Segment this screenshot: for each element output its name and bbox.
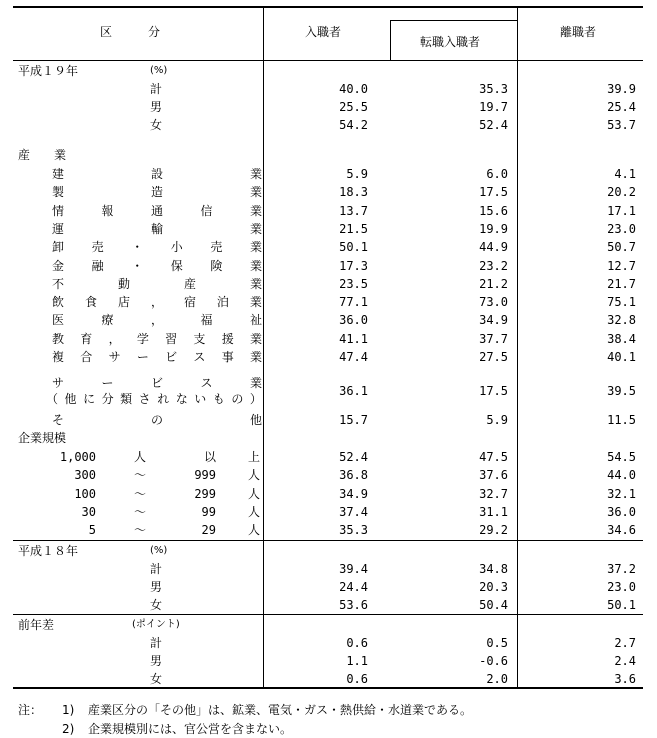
header-job-changers: 転職入職者 (420, 35, 481, 49)
value-entrants: 36.8 (339, 468, 368, 483)
value-entrants: 21.5 (339, 221, 368, 236)
value-job-changers: 32.7 (479, 486, 508, 501)
size-sep: ～ (134, 504, 147, 519)
value-leavers: 50.1 (607, 598, 636, 612)
row-label-line2: （ 他 に 分 類 さ れ な い も の ） (46, 392, 262, 406)
value-entrants: 5.9 (346, 167, 368, 181)
row-label: 運 輸 業 (52, 221, 262, 236)
value-leavers: 23.0 (607, 580, 636, 594)
value-job-changers: 0.5 (486, 636, 508, 650)
value-job-changers: 47.5 (479, 450, 508, 464)
row-label: 男 (150, 654, 163, 668)
value-entrants: 36.0 (339, 313, 368, 328)
value-job-changers: 15.6 (479, 203, 508, 218)
size-to: 299 (194, 486, 216, 501)
value-job-changers: 44.9 (479, 240, 508, 255)
value-job-changers: 17.5 (479, 185, 508, 200)
table-top-border (13, 6, 643, 8)
value-entrants: 34.9 (339, 486, 368, 501)
size-sep: ～ (134, 468, 147, 483)
value-entrants: 24.4 (339, 580, 368, 594)
value-leavers: 11.5 (607, 413, 636, 427)
value-entrants: 40.0 (339, 82, 368, 96)
value-job-changers: 37.6 (479, 468, 508, 483)
value-entrants: 36.1 (339, 384, 368, 398)
row-label: 計 (150, 636, 163, 650)
divider-h18 (13, 540, 643, 541)
value-leavers: 50.7 (607, 240, 636, 255)
row-label: 男 (150, 580, 163, 594)
value-job-changers: 19.7 (479, 100, 508, 114)
size-to: 999 (194, 468, 216, 483)
unit-h19: (%) (150, 65, 168, 76)
header-sub-top (390, 20, 518, 21)
value-job-changers: 31.1 (479, 504, 508, 519)
note-2-number: 2) (62, 722, 75, 736)
value-job-changers: 35.3 (479, 82, 508, 96)
value-entrants: 53.6 (339, 598, 368, 612)
value-entrants: 23.5 (339, 276, 368, 291)
row-label: 男 (150, 100, 163, 114)
divider-diff (13, 614, 643, 615)
value-entrants: 50.1 (339, 240, 368, 255)
value-leavers: 40.1 (607, 350, 636, 364)
value-leavers: 2.4 (614, 654, 636, 668)
size-sep: 人 (134, 450, 147, 464)
body-divider-1 (263, 60, 264, 687)
value-entrants: 25.5 (339, 100, 368, 114)
value-entrants: 13.7 (339, 203, 368, 218)
row-label: 金 融 ・ 保 険 業 (52, 258, 262, 273)
size-from: 300 (74, 468, 96, 483)
value-leavers: 32.1 (607, 486, 636, 501)
value-job-changers: 5.9 (486, 413, 508, 427)
note-1-text: 産業区分の「その他」は、鉱業、電気・ガス・熱供給・水道業である。 (88, 703, 473, 717)
value-leavers: 36.0 (607, 504, 636, 519)
value-job-changers: 52.4 (479, 118, 508, 132)
note-1-number: 1) (62, 703, 75, 717)
row-label: 計 (150, 82, 163, 96)
section-title-h18: 平成１８年 (18, 544, 79, 558)
unit-h18: (%) (150, 545, 168, 556)
value-entrants: 18.3 (339, 185, 368, 200)
row-label: 複 合 サ ー ビ ス 事 業 (52, 350, 262, 364)
size-from: 1,000 (59, 450, 96, 464)
value-leavers: 21.7 (607, 276, 636, 291)
row-label: 飲 食 店 ， 宿 泊 業 (52, 295, 262, 310)
value-entrants: 37.4 (339, 504, 368, 519)
section-title-h19: 平成１９年 (18, 64, 79, 78)
value-leavers: 23.0 (607, 221, 636, 236)
section-title-industry: 産 業 (18, 148, 67, 162)
size-sep: ～ (134, 523, 147, 538)
size-from: 5 (88, 523, 96, 538)
value-job-changers: 27.5 (479, 350, 508, 364)
header-leavers: 離職者 (560, 25, 597, 39)
value-entrants: 0.6 (346, 636, 368, 650)
size-from: 100 (74, 486, 96, 501)
value-leavers: 25.4 (607, 100, 636, 114)
header-bottom-border (13, 60, 643, 61)
value-leavers: 3.6 (614, 672, 636, 686)
size-unit: 人 (248, 468, 261, 483)
value-leavers: 32.8 (607, 313, 636, 328)
header-entrants: 入職者 (305, 25, 342, 39)
value-job-changers: 19.9 (479, 221, 508, 236)
row-label: 女 (150, 672, 163, 686)
body-divider-2 (517, 60, 518, 687)
unit-diff: (ポイント) (132, 619, 180, 630)
value-entrants: 39.4 (339, 562, 368, 576)
value-leavers: 54.5 (607, 450, 636, 464)
value-job-changers: 37.7 (479, 331, 508, 346)
value-leavers: 44.0 (607, 468, 636, 483)
value-leavers: 39.5 (607, 384, 636, 398)
table-bottom-border (13, 687, 643, 689)
row-label: 医 療 ， 福 祉 (52, 313, 262, 328)
notes-prefix: 注： (18, 703, 43, 717)
value-leavers: 12.7 (607, 258, 636, 273)
value-leavers: 2.7 (614, 636, 636, 650)
row-label: 情 報 通 信 業 (52, 203, 262, 218)
size-unit: 人 (248, 486, 261, 501)
value-leavers: 34.6 (607, 523, 636, 538)
row-label: 製 造 業 (52, 185, 262, 200)
note-2-text: 企業規模別には、官公営を含まない。 (88, 722, 293, 736)
value-job-changers: 2.0 (486, 672, 508, 686)
row-label: 教 育 ， 学 習 支 援 業 (52, 331, 262, 346)
size-unit: 上 (248, 450, 261, 464)
value-leavers: 75.1 (607, 295, 636, 310)
value-entrants: 41.1 (339, 331, 368, 346)
value-entrants: 15.7 (339, 413, 368, 427)
value-leavers: 20.2 (607, 185, 636, 200)
section-title-diff: 前年差 (18, 618, 55, 632)
row-label: 不 動 産 業 (52, 276, 262, 291)
value-leavers: 53.7 (607, 118, 636, 132)
value-job-changers: 34.8 (479, 562, 508, 576)
header-divider-1 (263, 6, 264, 60)
size-unit: 人 (248, 523, 261, 538)
value-leavers: 4.1 (614, 167, 636, 181)
value-job-changers: 21.2 (479, 276, 508, 291)
value-leavers: 39.9 (607, 82, 636, 96)
value-leavers: 17.1 (607, 203, 636, 218)
value-entrants: 1.1 (346, 654, 368, 668)
header-sub-left (390, 20, 391, 60)
row-label-line1: サ ー ビ ス 業 (52, 376, 262, 390)
row-label: 女 (150, 598, 163, 612)
value-leavers: 38.4 (607, 331, 636, 346)
value-job-changers: 6.0 (486, 167, 508, 181)
size-from: 30 (81, 504, 96, 519)
value-job-changers: 73.0 (479, 295, 508, 310)
value-job-changers: 29.2 (479, 523, 508, 538)
value-job-changers: -0.6 (479, 654, 508, 668)
size-sep: ～ (134, 486, 147, 501)
value-job-changers: 17.5 (479, 384, 508, 398)
size-to: 99 (201, 504, 216, 519)
value-job-changers: 20.3 (479, 580, 508, 594)
section-title-size: 企業規模 (18, 431, 67, 445)
value-entrants: 47.4 (339, 350, 368, 364)
value-job-changers: 34.9 (479, 313, 508, 328)
value-entrants: 0.6 (346, 672, 368, 686)
value-entrants: 35.3 (339, 523, 368, 538)
row-label: 卸 売 ・ 小 売 業 (52, 240, 262, 255)
value-entrants: 77.1 (339, 295, 368, 310)
row-label: 女 (150, 118, 163, 132)
value-entrants: 54.2 (339, 118, 368, 132)
size-unit: 人 (248, 504, 261, 519)
row-label: 建 設 業 (52, 167, 262, 181)
row-label: 計 (150, 562, 163, 576)
value-job-changers: 23.2 (479, 258, 508, 273)
header-category: 区 分 (100, 25, 161, 39)
value-leavers: 37.2 (607, 562, 636, 576)
value-entrants: 17.3 (339, 258, 368, 273)
value-job-changers: 50.4 (479, 598, 508, 612)
row-label: そ の 他 (52, 413, 262, 427)
header-divider-2 (517, 6, 518, 60)
size-to: 以 (203, 450, 216, 464)
value-entrants: 52.4 (339, 450, 368, 464)
size-to: 29 (201, 523, 216, 538)
